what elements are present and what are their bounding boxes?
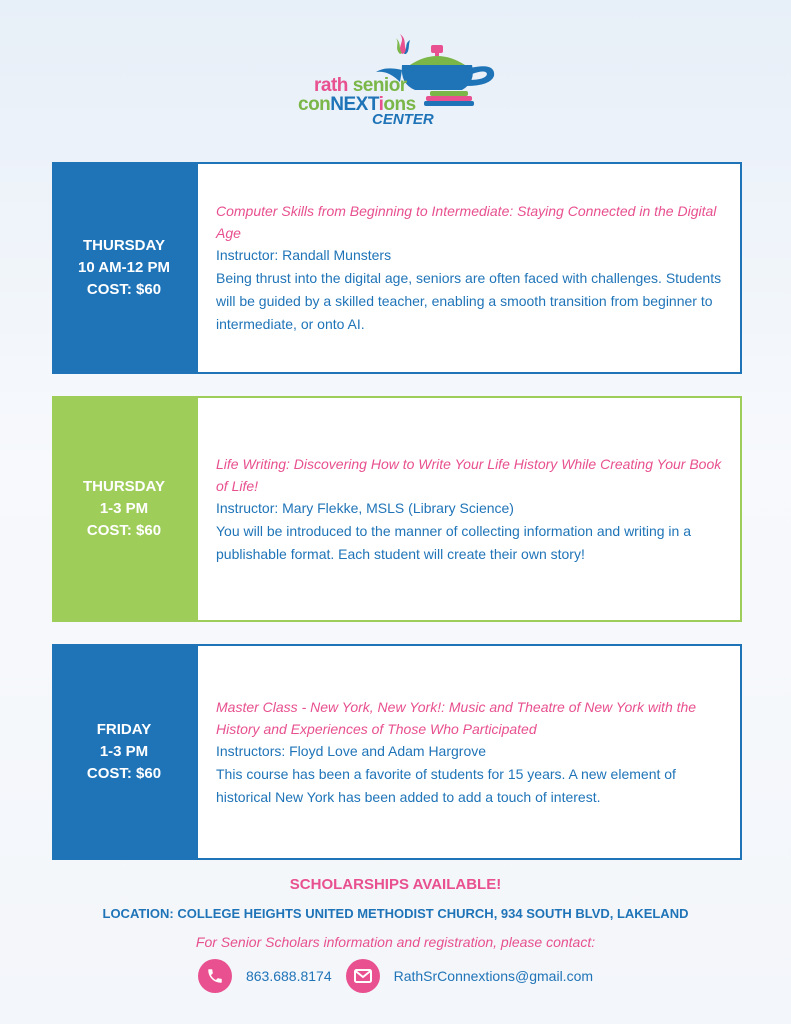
class-schedule [52,396,196,622]
logo-part-next: NEXT [330,94,379,115]
contact-note: For Senior Scholars information and registration, please contact: [195,934,596,950]
logo [290,32,505,132]
email-address[interactable]: RathSrConnextions@gmail.com [393,968,594,984]
class-instructor: Instructors: Floyd Love and Adam Hargrove [216,742,487,759]
class-day: THURSDAY [83,478,165,495]
class-day: FRIDAY [96,721,152,738]
class-title: Computer Skills from Beginning to Intermediate: Staying Connected in the Digital Age [216,203,717,241]
logo-part-i: i [378,94,384,115]
class-details [196,162,742,374]
contact-row [0,958,791,994]
class-description: Being thrust into the digital age, seniors are often faced with challenges. Students will be guided by a skilled teacher, enabling a smooth transition from beginner to intermediate, or onto AI. [216,270,722,332]
class-time: 1-3 PM [99,500,149,517]
logo-line-rath-senior [314,76,407,96]
class-instructor: Instructor: Randall Munsters [216,247,392,263]
phone-number[interactable]: 863.688.8174 [245,968,332,984]
class-description: This course has been a favorite of students for 15 years. A new element of historical New York has been added to add a touch of interest. [216,765,676,805]
class-block-computer-skills [52,162,742,374]
logo-part-ons: ons [383,94,416,115]
logo-word-rath: rath [314,75,348,96]
logo-line-center: CENTER [372,111,434,128]
class-description: You will be introduced to the manner of collecting information and writing in a publishable format. Each student will create their own story! [216,522,691,562]
logo-part-con: con [298,94,331,115]
logo-word-senior: senior [352,75,407,96]
class-time: 1-3 PM [99,743,149,760]
phone-icon[interactable] [198,959,232,993]
location-text: LOCATION: COLLEGE HEIGHTS UNITED METHODIST CHURCH, 934 SOUTH BLVD, LAKELAND [102,906,689,921]
class-details [196,396,742,622]
class-time: 10 AM-12 PM [78,259,170,276]
class-title: Master Class - New York, New York!: Music and Theatre of New York with the History and Experiences of Those Who Participated [216,698,697,737]
scholarships-heading: SCHOLARSHIPS AVAILABLE! [289,876,502,893]
envelope-icon[interactable] [346,959,380,993]
class-schedule [52,162,196,374]
class-details [196,644,742,860]
class-title: Life Writing: Discovering How to Write Your Life History While Creating Your Book of Life! [216,455,722,494]
class-cost: COST: $60 [86,281,162,298]
class-schedule [52,644,196,860]
class-instructor: Instructor: Mary Flekke, MSLS (Library Science) [216,499,514,516]
class-cost: COST: $60 [86,522,162,539]
class-day: THURSDAY [83,237,165,254]
class-block-life-writing [52,396,742,622]
class-cost: COST: $60 [86,765,162,782]
class-block-master-class [52,644,742,860]
